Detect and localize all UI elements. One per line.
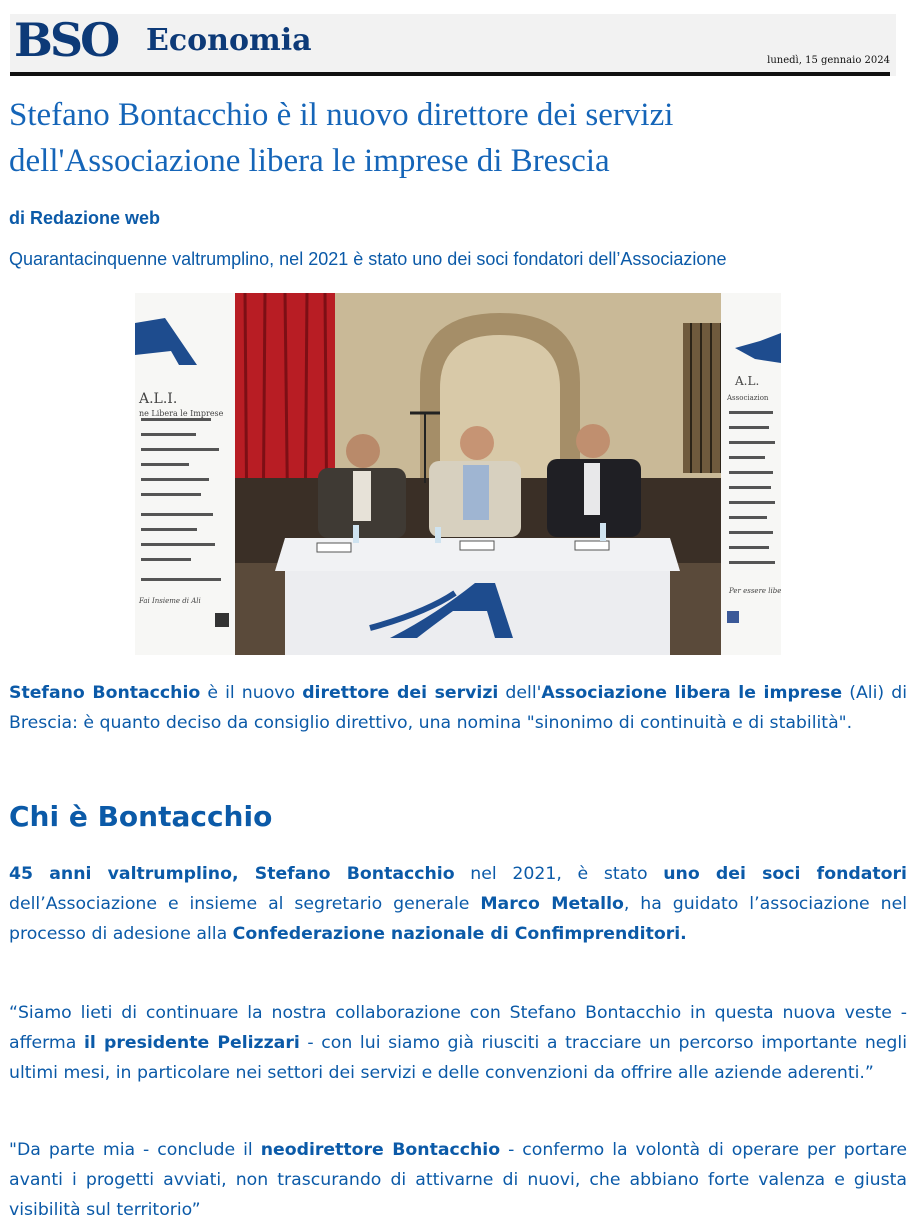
masthead-rule [10,72,890,76]
banner-right-footer: Per essere libe [729,587,781,595]
header-date: lunedì, 15 gennaio 2024 [767,55,890,66]
article-photo [135,293,781,655]
site-logo[interactable]: BSO [14,13,118,67]
banner-left-title: A.L.I. [139,391,178,407]
paragraph-quote-president: “Siamo lieti di continuare la nostra collaborazione con Stefano Bontacchio in questa nuova veste - afferma il presidente Pelizzari - con lui siamo già riusciti a tracciare un percorso importante negli ultimi mesi, in particolare nei settori dei servizi e delle convenzioni da offrire alle aziende aderenti.” [9,1003,907,1083]
paragraph-intro: Stefano Bontacchio è il nuovo direttore dei servizi dell'Associazione libera le imprese (Ali) di Brescia: è quanto deciso da consiglio direttivo, una nomina "sinonimo di continuità e di stabilità". [9,683,907,733]
banner-left-subtitle: ne Libera le Imprese [139,409,224,418]
banner-right-subtitle: Associazion [727,394,769,402]
article-title: Stefano Bontacchio è il nuovo direttore dei servizi dell'Associazione libera le imprese di Brescia [9,97,674,179]
banner-right-title: A.L. [735,374,760,388]
article-byline: di Redazione web [9,208,161,228]
section-name[interactable]: Economia [146,23,312,58]
section-heading: Chi è Bontacchio [9,800,273,833]
banner-left-footer: Fai Insieme di Ali [139,597,201,605]
masthead [10,14,896,76]
paragraph-quote-director: "Da parte mia - conclude il neodirettore Bontacchio - confermo la volontà di operare per portare avanti i progetti avviati, non trascurando di attivarne di nuovi, che abbiano forte valenza e giusta visibilità sul territorio” [9,1140,907,1220]
paragraph-bio: 45 anni valtrumplino, Stefano Bontacchio nel 2021, è stato uno dei soci fondatori dell’Associazione e insieme al segretario generale Marco Metallo, ha guidato l’associazione nel processo di adesione alla Confederazione nazionale di Confimprenditori. [9,864,907,944]
article-subtitle: Quarantacinquenne valtrumplino, nel 2021 è stato uno dei soci fondatori dell’Associazione [9,249,727,269]
